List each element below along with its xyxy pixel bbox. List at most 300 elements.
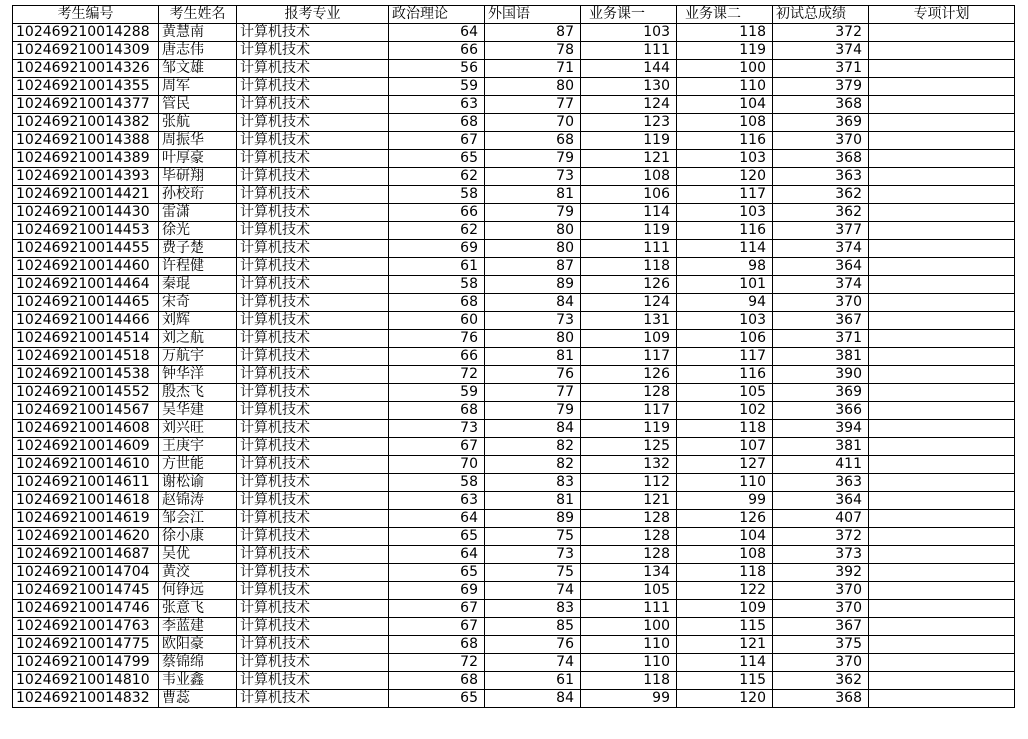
- cell-foreign-language: 81: [485, 186, 581, 204]
- cell-exam-id: 102469210014514: [13, 330, 159, 348]
- table-row: [13, 186, 1015, 204]
- cell-special-plan: [869, 240, 1015, 258]
- cell-politics: 59: [389, 384, 485, 402]
- cell-course-1: 111: [581, 600, 677, 618]
- table-row: [13, 276, 1015, 294]
- cell-politics: 58: [389, 474, 485, 492]
- cell-special-plan: [869, 636, 1015, 654]
- cell-special-plan: [869, 492, 1015, 510]
- cell-course-1: 128: [581, 510, 677, 528]
- cell-major: 计算机技术: [237, 204, 389, 222]
- cell-major: 计算机技术: [237, 366, 389, 384]
- cell-foreign-language: 79: [485, 402, 581, 420]
- cell-exam-id: 102469210014389: [13, 150, 159, 168]
- cell-politics: 62: [389, 222, 485, 240]
- cell-major: 计算机技术: [237, 222, 389, 240]
- table-row: [13, 474, 1015, 492]
- cell-special-plan: [869, 186, 1015, 204]
- cell-course-2: 103: [677, 204, 773, 222]
- cell-name: 张航: [159, 114, 237, 132]
- cell-special-plan: [869, 456, 1015, 474]
- cell-course-1: 118: [581, 672, 677, 690]
- cell-name: 吴优: [159, 546, 237, 564]
- cell-foreign-language: 68: [485, 132, 581, 150]
- cell-name: 钟华洋: [159, 366, 237, 384]
- cell-politics: 63: [389, 492, 485, 510]
- cell-total: 377: [773, 222, 869, 240]
- cell-name: 殷杰飞: [159, 384, 237, 402]
- cell-special-plan: [869, 222, 1015, 240]
- cell-exam-id: 102469210014453: [13, 222, 159, 240]
- cell-exam-id: 102469210014611: [13, 474, 159, 492]
- cell-major: 计算机技术: [237, 528, 389, 546]
- cell-politics: 69: [389, 582, 485, 600]
- cell-special-plan: [869, 258, 1015, 276]
- cell-foreign-language: 74: [485, 582, 581, 600]
- cell-foreign-language: 89: [485, 510, 581, 528]
- header-major: 报考专业: [237, 6, 389, 24]
- table-row: [13, 42, 1015, 60]
- cell-name: 管民: [159, 96, 237, 114]
- cell-foreign-language: 82: [485, 456, 581, 474]
- cell-total: 381: [773, 348, 869, 366]
- cell-course-1: 130: [581, 78, 677, 96]
- cell-course-2: 100: [677, 60, 773, 78]
- cell-foreign-language: 70: [485, 114, 581, 132]
- cell-name: 黄洨: [159, 564, 237, 582]
- cell-special-plan: [869, 564, 1015, 582]
- cell-course-2: 102: [677, 402, 773, 420]
- cell-course-2: 122: [677, 582, 773, 600]
- cell-course-1: 114: [581, 204, 677, 222]
- cell-total: 373: [773, 546, 869, 564]
- cell-name: 毕研翔: [159, 168, 237, 186]
- cell-foreign-language: 79: [485, 150, 581, 168]
- cell-special-plan: [869, 330, 1015, 348]
- cell-special-plan: [869, 204, 1015, 222]
- cell-exam-id: 102469210014309: [13, 42, 159, 60]
- cell-course-1: 110: [581, 654, 677, 672]
- cell-exam-id: 102469210014288: [13, 24, 159, 42]
- table-row: [13, 114, 1015, 132]
- cell-course-2: 104: [677, 528, 773, 546]
- cell-foreign-language: 78: [485, 42, 581, 60]
- cell-total: 362: [773, 204, 869, 222]
- cell-name: 邹文雄: [159, 60, 237, 78]
- cell-politics: 68: [389, 402, 485, 420]
- cell-major: 计算机技术: [237, 510, 389, 528]
- cell-name: 吴华建: [159, 402, 237, 420]
- cell-name: 秦琨: [159, 276, 237, 294]
- cell-total: 370: [773, 132, 869, 150]
- table-row: [13, 222, 1015, 240]
- cell-exam-id: 102469210014619: [13, 510, 159, 528]
- cell-special-plan: [869, 402, 1015, 420]
- table-row: [13, 348, 1015, 366]
- cell-course-2: 99: [677, 492, 773, 510]
- header-course-2: 业务课二: [677, 6, 773, 24]
- cell-name: 蔡锦绵: [159, 654, 237, 672]
- cell-politics: 61: [389, 258, 485, 276]
- cell-exam-id: 102469210014538: [13, 366, 159, 384]
- cell-course-2: 118: [677, 24, 773, 42]
- header-special-plan: 专项计划: [869, 6, 1015, 24]
- cell-special-plan: [869, 276, 1015, 294]
- cell-total: 370: [773, 582, 869, 600]
- cell-special-plan: [869, 528, 1015, 546]
- cell-course-2: 120: [677, 690, 773, 708]
- cell-foreign-language: 73: [485, 312, 581, 330]
- cell-special-plan: [869, 150, 1015, 168]
- cell-major: 计算机技术: [237, 672, 389, 690]
- cell-name: 许程健: [159, 258, 237, 276]
- cell-total: 411: [773, 456, 869, 474]
- cell-major: 计算机技术: [237, 60, 389, 78]
- cell-special-plan: [869, 384, 1015, 402]
- cell-foreign-language: 87: [485, 258, 581, 276]
- cell-course-2: 116: [677, 222, 773, 240]
- header-name: 考生姓名: [159, 6, 237, 24]
- header-course-1: 业务课一: [581, 6, 677, 24]
- cell-exam-id: 102469210014745: [13, 582, 159, 600]
- cell-course-2: 101: [677, 276, 773, 294]
- cell-major: 计算机技术: [237, 312, 389, 330]
- cell-politics: 59: [389, 78, 485, 96]
- cell-total: 363: [773, 168, 869, 186]
- table-row: [13, 168, 1015, 186]
- cell-foreign-language: 81: [485, 492, 581, 510]
- header-total: 初试总成绩: [773, 6, 869, 24]
- header-foreign-language: 外国语: [485, 6, 581, 24]
- cell-politics: 62: [389, 168, 485, 186]
- cell-exam-id: 102469210014355: [13, 78, 159, 96]
- table-row: [13, 672, 1015, 690]
- cell-name: 李蓝建: [159, 618, 237, 636]
- cell-course-1: 126: [581, 276, 677, 294]
- cell-exam-id: 102469210014464: [13, 276, 159, 294]
- cell-exam-id: 102469210014382: [13, 114, 159, 132]
- cell-exam-id: 102469210014832: [13, 690, 159, 708]
- cell-politics: 67: [389, 600, 485, 618]
- cell-politics: 69: [389, 240, 485, 258]
- cell-course-1: 118: [581, 258, 677, 276]
- cell-exam-id: 102469210014608: [13, 420, 159, 438]
- cell-foreign-language: 77: [485, 384, 581, 402]
- cell-politics: 65: [389, 528, 485, 546]
- cell-course-2: 118: [677, 564, 773, 582]
- cell-major: 计算机技术: [237, 240, 389, 258]
- cell-course-1: 121: [581, 150, 677, 168]
- cell-name: 刘辉: [159, 312, 237, 330]
- cell-politics: 64: [389, 24, 485, 42]
- table-row: [13, 60, 1015, 78]
- cell-politics: 72: [389, 654, 485, 672]
- cell-course-2: 118: [677, 420, 773, 438]
- cell-course-1: 108: [581, 168, 677, 186]
- score-sheet: [12, 5, 1015, 708]
- cell-special-plan: [869, 366, 1015, 384]
- cell-major: 计算机技术: [237, 168, 389, 186]
- cell-total: 362: [773, 186, 869, 204]
- cell-major: 计算机技术: [237, 456, 389, 474]
- cell-politics: 58: [389, 276, 485, 294]
- cell-foreign-language: 80: [485, 330, 581, 348]
- cell-course-1: 100: [581, 618, 677, 636]
- cell-course-1: 99: [581, 690, 677, 708]
- cell-special-plan: [869, 42, 1015, 60]
- cell-course-2: 116: [677, 132, 773, 150]
- cell-major: 计算机技术: [237, 114, 389, 132]
- cell-name: 张意飞: [159, 600, 237, 618]
- cell-special-plan: [869, 672, 1015, 690]
- cell-total: 374: [773, 42, 869, 60]
- table-row: [13, 78, 1015, 96]
- cell-major: 计算机技术: [237, 150, 389, 168]
- cell-total: 374: [773, 240, 869, 258]
- cell-foreign-language: 76: [485, 366, 581, 384]
- cell-exam-id: 102469210014377: [13, 96, 159, 114]
- cell-total: 372: [773, 24, 869, 42]
- cell-major: 计算机技术: [237, 618, 389, 636]
- cell-politics: 60: [389, 312, 485, 330]
- cell-politics: 70: [389, 456, 485, 474]
- cell-politics: 68: [389, 636, 485, 654]
- table-row: [13, 636, 1015, 654]
- cell-name: 方世能: [159, 456, 237, 474]
- cell-foreign-language: 85: [485, 618, 581, 636]
- cell-total: 370: [773, 654, 869, 672]
- cell-politics: 66: [389, 348, 485, 366]
- cell-total: 369: [773, 114, 869, 132]
- cell-major: 计算机技术: [237, 690, 389, 708]
- cell-total: 364: [773, 258, 869, 276]
- cell-course-2: 114: [677, 654, 773, 672]
- cell-politics: 63: [389, 96, 485, 114]
- cell-course-1: 103: [581, 24, 677, 42]
- cell-total: 368: [773, 150, 869, 168]
- cell-exam-id: 102469210014326: [13, 60, 159, 78]
- cell-total: 374: [773, 276, 869, 294]
- table-row: [13, 330, 1015, 348]
- cell-total: 394: [773, 420, 869, 438]
- cell-course-1: 119: [581, 132, 677, 150]
- cell-total: 392: [773, 564, 869, 582]
- table-row: [13, 456, 1015, 474]
- cell-special-plan: [869, 168, 1015, 186]
- cell-total: 390: [773, 366, 869, 384]
- cell-special-plan: [869, 60, 1015, 78]
- cell-course-2: 121: [677, 636, 773, 654]
- cell-exam-id: 102469210014518: [13, 348, 159, 366]
- cell-special-plan: [869, 510, 1015, 528]
- cell-name: 徐小康: [159, 528, 237, 546]
- cell-name: 刘之航: [159, 330, 237, 348]
- cell-total: 371: [773, 60, 869, 78]
- cell-special-plan: [869, 420, 1015, 438]
- cell-name: 徐光: [159, 222, 237, 240]
- cell-politics: 67: [389, 132, 485, 150]
- cell-politics: 68: [389, 672, 485, 690]
- table-row: [13, 546, 1015, 564]
- cell-name: 王庚宇: [159, 438, 237, 456]
- cell-major: 计算机技术: [237, 438, 389, 456]
- cell-special-plan: [869, 348, 1015, 366]
- cell-course-1: 106: [581, 186, 677, 204]
- cell-course-2: 110: [677, 474, 773, 492]
- cell-course-1: 128: [581, 546, 677, 564]
- cell-special-plan: [869, 132, 1015, 150]
- cell-total: 379: [773, 78, 869, 96]
- table-row: [13, 204, 1015, 222]
- cell-course-1: 134: [581, 564, 677, 582]
- cell-major: 计算机技术: [237, 636, 389, 654]
- cell-special-plan: [869, 690, 1015, 708]
- cell-major: 计算机技术: [237, 654, 389, 672]
- cell-course-2: 117: [677, 186, 773, 204]
- cell-name: 雷潇: [159, 204, 237, 222]
- cell-special-plan: [869, 654, 1015, 672]
- cell-foreign-language: 82: [485, 438, 581, 456]
- cell-exam-id: 102469210014609: [13, 438, 159, 456]
- cell-exam-id: 102469210014799: [13, 654, 159, 672]
- cell-special-plan: [869, 582, 1015, 600]
- cell-name: 刘兴旺: [159, 420, 237, 438]
- cell-name: 韦业鑫: [159, 672, 237, 690]
- cell-course-2: 120: [677, 168, 773, 186]
- table-row: [13, 618, 1015, 636]
- cell-course-1: 110: [581, 636, 677, 654]
- header-row: [13, 6, 1015, 24]
- table-row: [13, 366, 1015, 384]
- cell-course-2: 105: [677, 384, 773, 402]
- cell-name: 谢松谕: [159, 474, 237, 492]
- cell-major: 计算机技术: [237, 24, 389, 42]
- cell-special-plan: [869, 546, 1015, 564]
- cell-foreign-language: 73: [485, 168, 581, 186]
- cell-name: 万航宇: [159, 348, 237, 366]
- cell-exam-id: 102469210014393: [13, 168, 159, 186]
- table-row: [13, 240, 1015, 258]
- cell-course-1: 121: [581, 492, 677, 510]
- table-row: [13, 582, 1015, 600]
- cell-name: 叶厚豪: [159, 150, 237, 168]
- cell-foreign-language: 73: [485, 546, 581, 564]
- cell-exam-id: 102469210014775: [13, 636, 159, 654]
- cell-special-plan: [869, 474, 1015, 492]
- cell-foreign-language: 83: [485, 474, 581, 492]
- cell-exam-id: 102469210014430: [13, 204, 159, 222]
- cell-special-plan: [869, 96, 1015, 114]
- cell-politics: 58: [389, 186, 485, 204]
- cell-course-1: 128: [581, 384, 677, 402]
- cell-major: 计算机技术: [237, 42, 389, 60]
- cell-total: 371: [773, 330, 869, 348]
- cell-politics: 66: [389, 204, 485, 222]
- cell-politics: 64: [389, 546, 485, 564]
- cell-course-2: 103: [677, 150, 773, 168]
- cell-total: 368: [773, 96, 869, 114]
- cell-major: 计算机技术: [237, 402, 389, 420]
- cell-foreign-language: 75: [485, 564, 581, 582]
- cell-major: 计算机技术: [237, 420, 389, 438]
- cell-total: 370: [773, 294, 869, 312]
- cell-course-2: 103: [677, 312, 773, 330]
- cell-exam-id: 102469210014610: [13, 456, 159, 474]
- cell-name: 费子楚: [159, 240, 237, 258]
- cell-name: 邹会江: [159, 510, 237, 528]
- cell-exam-id: 102469210014746: [13, 600, 159, 618]
- table-row: [13, 258, 1015, 276]
- cell-major: 计算机技术: [237, 96, 389, 114]
- cell-foreign-language: 71: [485, 60, 581, 78]
- cell-course-2: 94: [677, 294, 773, 312]
- cell-course-2: 108: [677, 114, 773, 132]
- cell-course-1: 131: [581, 312, 677, 330]
- cell-course-2: 108: [677, 546, 773, 564]
- table-row: [13, 132, 1015, 150]
- table-row: [13, 600, 1015, 618]
- cell-exam-id: 102469210014421: [13, 186, 159, 204]
- cell-special-plan: [869, 312, 1015, 330]
- cell-politics: 66: [389, 42, 485, 60]
- cell-exam-id: 102469210014620: [13, 528, 159, 546]
- cell-exam-id: 102469210014552: [13, 384, 159, 402]
- cell-major: 计算机技术: [237, 294, 389, 312]
- cell-name: 周振华: [159, 132, 237, 150]
- cell-course-1: 125: [581, 438, 677, 456]
- cell-politics: 67: [389, 438, 485, 456]
- cell-foreign-language: 76: [485, 636, 581, 654]
- table-row: [13, 438, 1015, 456]
- cell-politics: 65: [389, 690, 485, 708]
- cell-course-1: 126: [581, 366, 677, 384]
- cell-special-plan: [869, 78, 1015, 96]
- cell-course-1: 117: [581, 402, 677, 420]
- cell-course-1: 111: [581, 240, 677, 258]
- cell-foreign-language: 81: [485, 348, 581, 366]
- cell-major: 计算机技术: [237, 276, 389, 294]
- cell-course-1: 105: [581, 582, 677, 600]
- cell-foreign-language: 75: [485, 528, 581, 546]
- table-body: [13, 24, 1015, 708]
- cell-foreign-language: 84: [485, 690, 581, 708]
- cell-course-2: 98: [677, 258, 773, 276]
- table-row: [13, 384, 1015, 402]
- cell-foreign-language: 77: [485, 96, 581, 114]
- cell-course-1: 119: [581, 420, 677, 438]
- cell-course-1: 117: [581, 348, 677, 366]
- cell-major: 计算机技术: [237, 384, 389, 402]
- cell-special-plan: [869, 438, 1015, 456]
- cell-exam-id: 102469210014466: [13, 312, 159, 330]
- cell-course-1: 128: [581, 528, 677, 546]
- cell-special-plan: [869, 600, 1015, 618]
- cell-name: 黄慧南: [159, 24, 237, 42]
- cell-course-2: 115: [677, 618, 773, 636]
- cell-name: 欧阳豪: [159, 636, 237, 654]
- cell-name: 孙校珩: [159, 186, 237, 204]
- cell-special-plan: [869, 618, 1015, 636]
- cell-name: 唐志伟: [159, 42, 237, 60]
- cell-foreign-language: 80: [485, 240, 581, 258]
- cell-name: 何铮远: [159, 582, 237, 600]
- table-row: [13, 654, 1015, 672]
- cell-total: 381: [773, 438, 869, 456]
- cell-course-1: 112: [581, 474, 677, 492]
- cell-foreign-language: 87: [485, 24, 581, 42]
- cell-course-2: 117: [677, 348, 773, 366]
- cell-total: 367: [773, 312, 869, 330]
